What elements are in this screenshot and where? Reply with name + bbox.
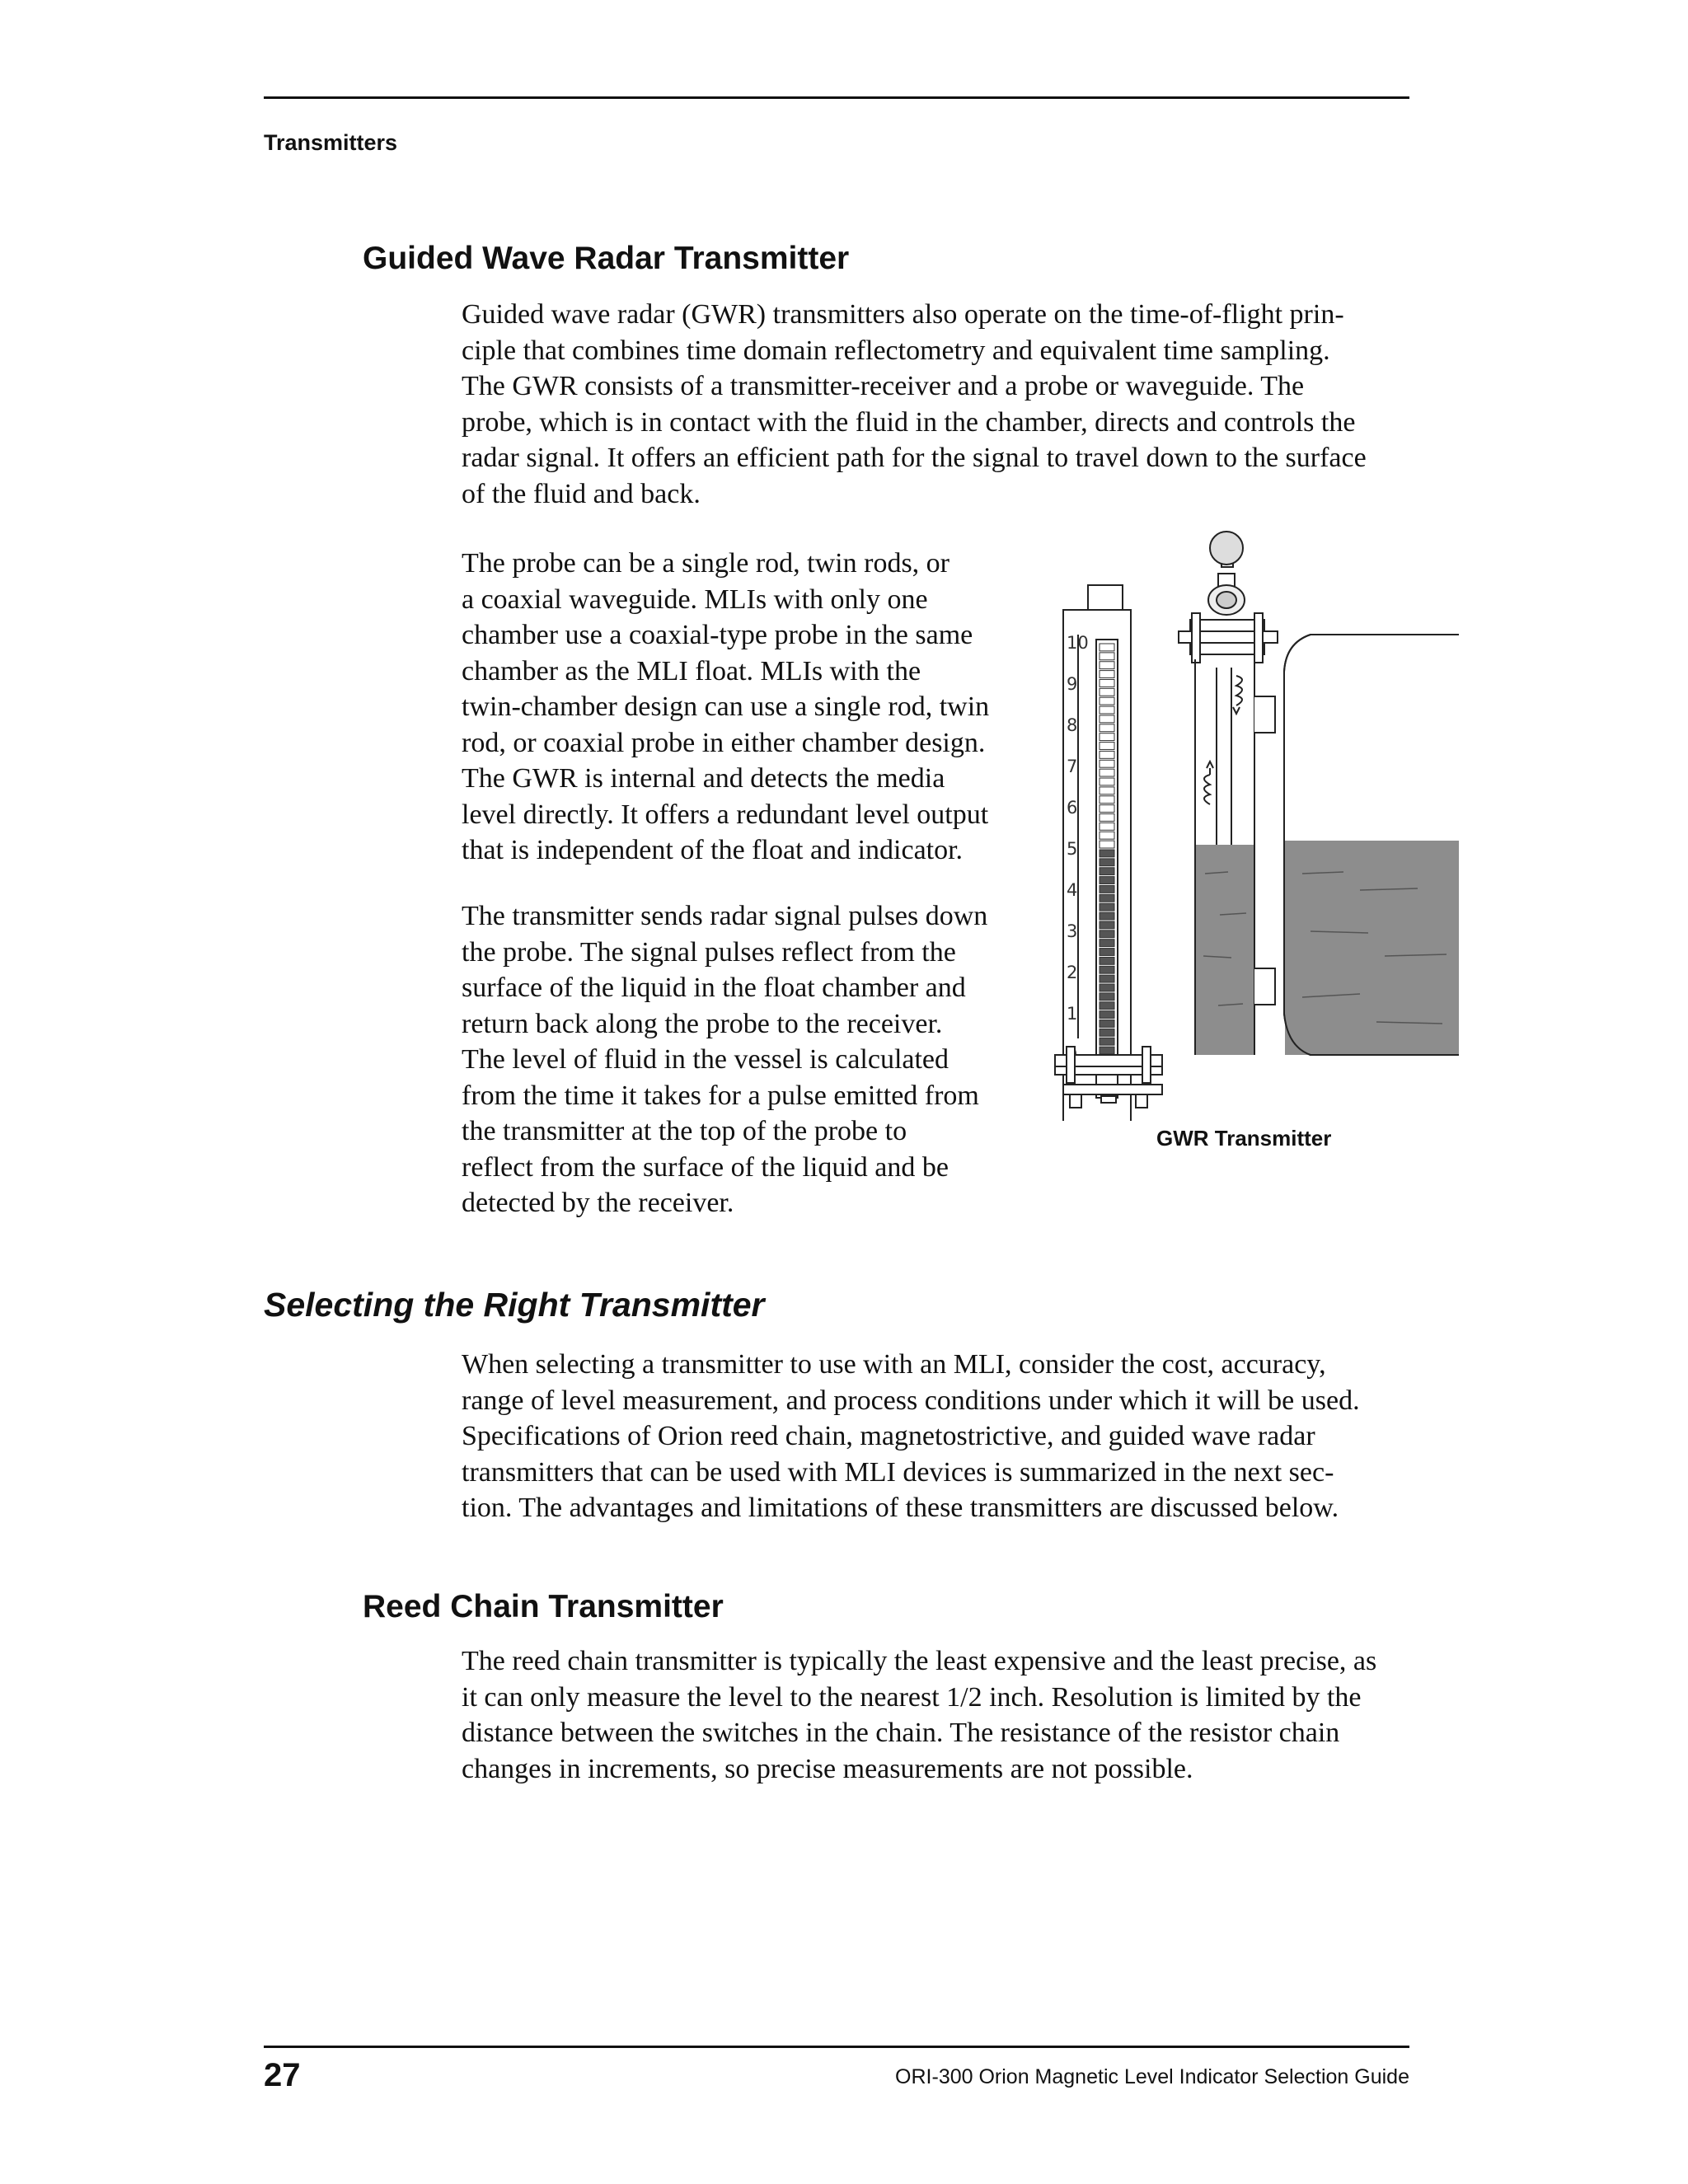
gwr-paragraph-1: Guided wave radar (GWR) transmitters also operate on the time-of-flight prin- ciple that combines time domain reflectometry and equivalent time sampling. The GWR consists of a transmitter-receiver and a probe or waveguide. The probe, which is in contact with the fluid in the chamber, directs and controls the radar signal. It offers an efficient path for the signal to travel down to the surface of the fluid and back. (462, 299, 1367, 509)
indicator-flag (1100, 859, 1114, 866)
scale-label: 8 (1067, 715, 1078, 735)
footer-rule (264, 2046, 1409, 2048)
indicator-flag (1100, 885, 1114, 893)
document-title: ORI-300 Orion Magnetic Level Indicator Selection Guide (895, 2065, 1409, 2088)
indicator-flag (1100, 1020, 1114, 1028)
scale-label: 7 (1067, 757, 1078, 776)
indicator-flag (1100, 778, 1114, 785)
indicator-flag (1100, 733, 1114, 741)
indicator-flag (1100, 769, 1114, 776)
radar-signal-arrows (1204, 676, 1242, 804)
scale-label: 3 (1067, 921, 1078, 941)
indicator-flag (1100, 787, 1114, 794)
indicator-flag (1100, 912, 1114, 920)
indicator-flag (1100, 805, 1114, 813)
indicator-flag (1100, 1002, 1114, 1010)
indicator-flags (1100, 644, 1114, 1054)
scale-label: 4 (1067, 880, 1078, 900)
indicator-flag (1100, 966, 1114, 973)
indicator-flag (1100, 1038, 1114, 1045)
selecting-paragraph: When selecting a transmitter to use with an MLI, consider the cost, accuracy, range of level measurement, and process conditions under which it will be used. Specifications of Orion reed chain, magnetostrictive, and guided wave radar transmitters that can be used with MLI devices is summarized in the next sec- tion. The advantages and limitations of these transmitters are discussed below. (462, 1349, 1360, 1523)
scale-label: 2 (1067, 963, 1078, 982)
indicator-flag (1100, 697, 1114, 705)
indicator-cap (1088, 585, 1123, 610)
scale-label: 9 (1067, 674, 1078, 694)
selecting-heading: Selecting the Right Transmitter (264, 1286, 765, 1324)
scale-label: 10 (1067, 633, 1089, 653)
indicator-flag (1100, 688, 1114, 696)
gwr-paragraph-2: The probe can be a single rod, twin rods, or a coaxial waveguide. MLIs with only one chamber use a coaxial-type probe in the same chamber as the MLI float. MLIs with the twin-chamber design can use a single rod, twin rod, or coaxial probe in either chamber design. The GWR is internal and detects the media level directly. It offers a redundant level output that is independent of the float and indicator. (462, 548, 990, 865)
chamber-liquid (1196, 845, 1254, 1055)
indicator-flag (1100, 644, 1114, 651)
running-header: Transmitters (264, 130, 398, 155)
indicator-flag (1100, 671, 1114, 678)
reed-heading: Reed Chain Transmitter (363, 1589, 724, 1624)
indicator-flag (1100, 993, 1114, 1001)
indicator-flag (1100, 975, 1114, 982)
transmitter-head (1179, 532, 1278, 663)
gwr-heading: Guided Wave Radar Transmitter (363, 241, 850, 276)
gwr-paragraph-3: The transmitter sends radar signal pulses down the probe. The signal pulses reflect from the surface of the liquid in the float chamber and return back along the probe to the receiver. The level of fluid in the vessel is calculated from the time it takes for a pulse emitted from the transmitter at the top of the probe to reflect from the surface of the liquid and be detected by the receiver. (462, 901, 988, 1218)
indicator-bottom-flange (1055, 1047, 1162, 1108)
indicator-flag (1100, 796, 1114, 804)
indicator-flag (1100, 841, 1114, 848)
indicator-flag (1100, 1029, 1114, 1036)
indicator-flag (1100, 1011, 1114, 1019)
indicator-flag (1100, 814, 1114, 822)
indicator-flag (1100, 894, 1114, 902)
indicator-flag (1100, 662, 1114, 669)
gwr-transmitter-diagram (1030, 527, 1459, 1121)
scale-label: 6 (1067, 798, 1078, 818)
indicator-flag (1100, 1047, 1114, 1054)
indicator-flag (1100, 850, 1114, 857)
indicator-flag (1100, 724, 1114, 732)
indicator-flag (1100, 957, 1114, 964)
indicator-flag (1100, 760, 1114, 767)
figure-caption: GWR Transmitter (1156, 1126, 1332, 1151)
header-rule (264, 96, 1409, 99)
indicator-flag (1100, 706, 1114, 714)
indicator-flag (1100, 743, 1114, 750)
indicator-flag (1100, 984, 1114, 991)
indicator-flag (1100, 751, 1114, 758)
indicator-flag (1100, 903, 1114, 911)
indicator-flag (1100, 823, 1114, 830)
indicator-flag (1100, 877, 1114, 884)
indicator-flag (1100, 921, 1114, 929)
indicator-flag (1100, 949, 1114, 956)
indicator-flag (1100, 868, 1114, 875)
indicator-flag (1100, 832, 1114, 839)
reed-paragraph: The reed chain transmitter is typically the least expensive and the least precise, as it can only measure the level to the nearest 1/2 inch. Resolution is limited by the distance between the switches in the chain. The resistance of the resistor chain changes in increments, so precise measurements are not possible. (462, 1646, 1377, 1784)
indicator-flag (1100, 940, 1114, 947)
scale-label: 1 (1067, 1004, 1078, 1024)
indicator-flag (1100, 930, 1114, 938)
process-vessel (1284, 635, 1459, 1055)
indicator-flag (1100, 715, 1114, 723)
page-number: 27 (264, 2057, 301, 2093)
indicator-flag (1100, 653, 1114, 660)
scale-label: 5 (1067, 839, 1078, 859)
indicator-flag (1100, 679, 1114, 687)
